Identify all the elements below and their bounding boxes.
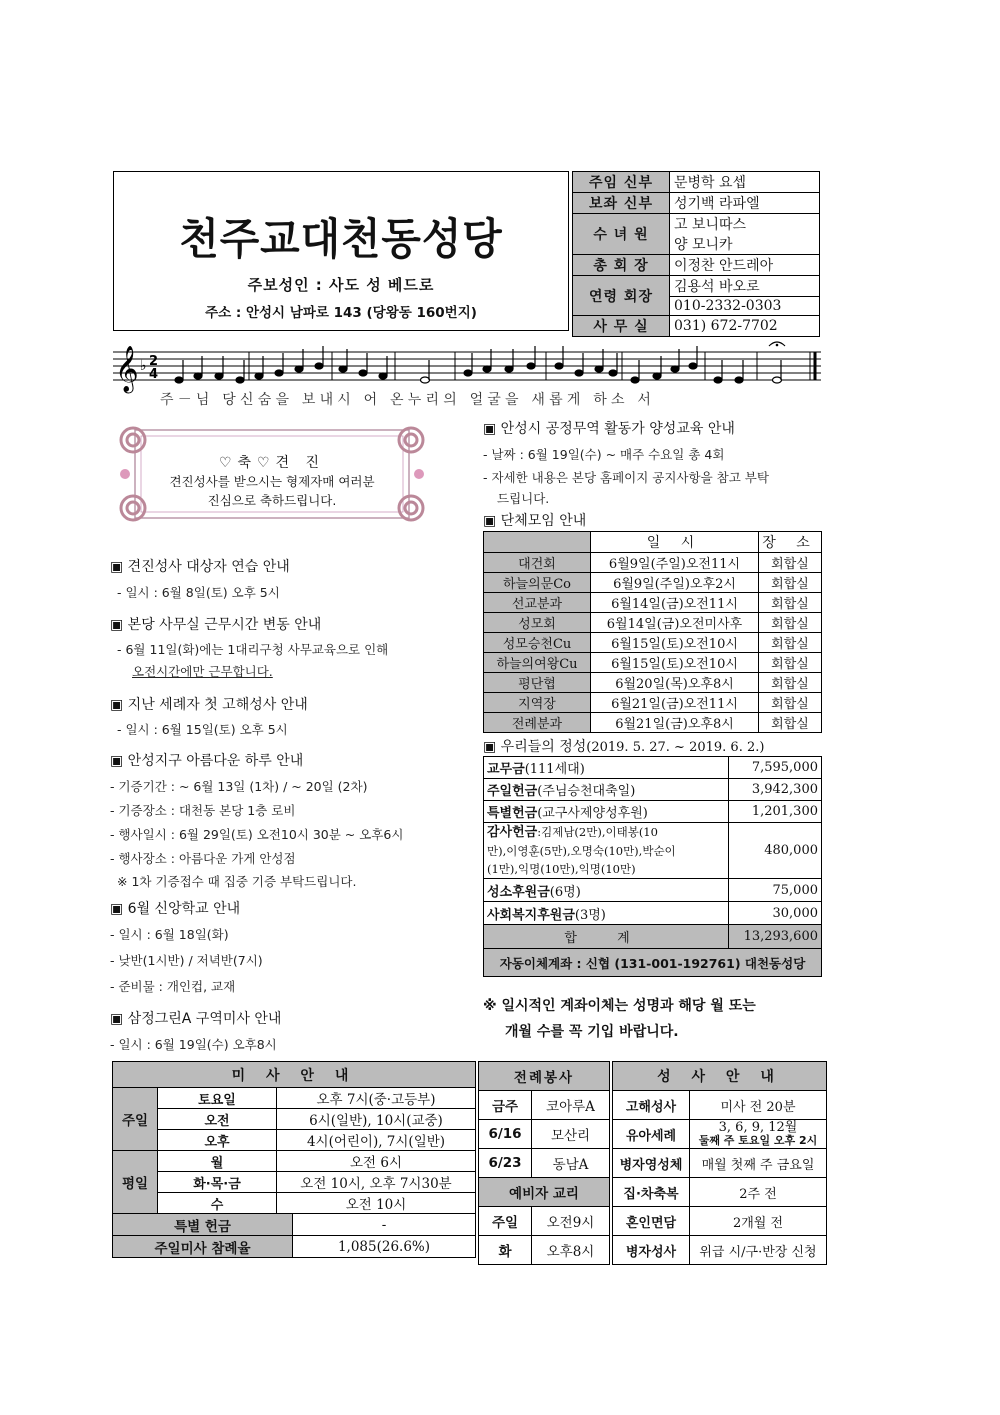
group-time: 6월9일(주일)오전11시 — [591, 553, 759, 573]
groups-title: ▣ 단체모임 안내 — [483, 513, 587, 529]
table-row — [484, 553, 822, 573]
congrats-line: 진심으로 축하드립니다. — [207, 493, 337, 508]
offering-detail: (6명) — [549, 884, 581, 900]
congrats-title: ♡축♡견 진 — [218, 455, 326, 471]
groups-header-blank — [484, 532, 591, 553]
sacrament-name: 유아세례 — [613, 1120, 690, 1149]
sacrament-name: 병자영성체 — [613, 1149, 690, 1178]
liturgy-title: 전례봉사 — [479, 1062, 610, 1091]
offering-label: 감사헌금 — [487, 825, 538, 840]
attendance-value: 1,085(26.6%) — [293, 1236, 476, 1258]
offering-title-text: ▣ 우리들의 정성 — [483, 739, 587, 755]
table-row — [484, 879, 822, 902]
notice-title: ▣ 견진성사 대상자 연습 안내 — [110, 559, 290, 575]
table-row — [484, 779, 822, 801]
staff-value: 양 모니카 — [670, 234, 820, 255]
catechumen-time: 오전9시 — [532, 1207, 610, 1236]
notice-title: ▣ 6월 신앙학교 안내 — [110, 901, 241, 917]
sacrament-detail: 2주 전 — [690, 1178, 827, 1207]
sacrament-name: 고해성사 — [613, 1091, 690, 1120]
offering-title — [483, 736, 764, 756]
offering-amount: 75,000 — [729, 879, 822, 902]
notice-title: ▣ 본당 사무실 근무시간 변동 안내 — [110, 617, 322, 633]
group-name: 하늘의여왕Cu — [484, 653, 591, 673]
staff-label: 총 회 장 — [573, 255, 670, 276]
group-name: 전례분과 — [484, 713, 591, 733]
notice-line: - 일시 : 6월 18일(화) — [110, 927, 229, 942]
staff-value: 문병학 요셉 — [670, 172, 820, 193]
mass-schedule-table — [112, 1061, 476, 1258]
notice-title: ▣ 지난 세례자 첫 고해성사 안내 — [110, 697, 308, 713]
offering-note: 개월 수를 꼭 기입 바랍니다. — [505, 1024, 679, 1040]
staff-row — [573, 255, 820, 276]
sacrament-name: 혼인면담 — [613, 1207, 690, 1236]
notice-line: - 낮반(1시반) / 저녁반(7시) — [110, 953, 263, 968]
congrats-message — [143, 472, 401, 510]
offering-detail: (교구사제양성후원) — [537, 806, 648, 821]
notice-title: ▣ 삼정그린A 구역미사 안내 — [110, 1011, 282, 1027]
sacrament-table — [612, 1061, 827, 1265]
staff-value: 김용석 바오로 — [670, 276, 820, 297]
offering-detail: (111세대) — [524, 762, 585, 777]
catechumen-time: 오후8시 — [532, 1236, 610, 1265]
attendance-label: 주일미사 참례율 — [113, 1236, 293, 1258]
offering-detail: (1만),익명(10만),익명(10만) — [487, 862, 636, 876]
svg-text:4: 4 — [149, 367, 159, 382]
group-place: 회합실 — [759, 693, 822, 713]
total-row — [484, 925, 822, 949]
total-label: 합 계 — [484, 925, 729, 949]
sacrament-name: 병자성사 — [613, 1236, 690, 1265]
liturgy-group: 모산리 — [532, 1120, 610, 1149]
mass-day: 토요일 — [158, 1088, 277, 1109]
offering-label: 주일헌금 — [487, 784, 538, 799]
group-place: 회합실 — [759, 633, 822, 653]
notice-line: ※ 1차 기증접수 때 집중 기증 부탁드립니다. — [117, 874, 357, 889]
liturgy-group: 동남A — [532, 1149, 610, 1178]
mass-time: 오전 10시 — [277, 1193, 476, 1214]
notice-title: ▣ 안성지구 아름다운 하루 안내 — [110, 753, 304, 769]
table-row — [484, 757, 822, 779]
offering-detail: (3명) — [574, 907, 606, 923]
notice-line: - 자세한 내용은 본당 홈페이지 공지사항을 참고 부탁 — [483, 470, 769, 485]
notice-line: 오전시간에만 근무합니다. — [132, 664, 273, 679]
sacrament-detail: 매월 첫째 주 금요일 — [690, 1149, 827, 1178]
sacrament-detail: 2개월 전 — [690, 1207, 827, 1236]
offering-label: 특별헌금 — [487, 806, 538, 821]
group-name: 대건회 — [484, 553, 591, 573]
table-row — [484, 653, 822, 673]
group-name: 선교분과 — [484, 593, 591, 613]
sacrament-detail: 미사 전 20분 — [690, 1091, 827, 1120]
offering-label: 사회복지후원금 — [487, 907, 575, 923]
sacrament-name: 집·차축복 — [613, 1178, 690, 1207]
staff-value: 031) 672-7702 — [670, 316, 820, 337]
offering-amount: 480,000 — [729, 823, 822, 879]
group-place: 회합실 — [759, 613, 822, 633]
notice-line: - 일시 : 6월 15일(토) 오후 5시 — [117, 722, 288, 737]
group-time: 6월15일(토)오전10시 — [591, 653, 759, 673]
group-name: 평단협 — [484, 673, 591, 693]
staff-label: 보좌 신부 — [573, 193, 670, 214]
group-place: 회합실 — [759, 653, 822, 673]
group-time: 6월21일(금)오후8시 — [591, 713, 759, 733]
offering-detail: :김제남(2만),이태봉(10 — [537, 825, 658, 839]
group-name: 하늘의문Co — [484, 573, 591, 593]
group-place: 회합실 — [759, 553, 822, 573]
group-place: 회합실 — [759, 673, 822, 693]
church-name: 천주교대천동성당 — [179, 215, 503, 265]
mass-day: 화·목·금 — [158, 1172, 277, 1193]
mass-day: 수 — [158, 1193, 277, 1214]
patron-saint: 주보성인 : 사도 성 베드로 — [247, 276, 435, 294]
sacrament-detail: 3, 6, 9, 12월 — [718, 1120, 798, 1135]
offering-amount: 7,595,000 — [729, 757, 822, 779]
notice-line: - 일시 : 6월 19일(수) 오후8시 — [110, 1037, 277, 1052]
table-row — [484, 593, 822, 613]
table-row — [484, 801, 822, 823]
group-time: 6월21일(금)오전11시 — [591, 693, 759, 713]
mass-time: 오전 10시, 오후 7시30분 — [277, 1172, 476, 1193]
notice-line: - 6월 11일(화)에는 1대리구청 사무교육으로 인해 — [117, 642, 389, 657]
total-amount: 13,293,600 — [729, 925, 822, 949]
notice-line: 드립니다. — [497, 491, 550, 506]
table-row — [484, 573, 822, 593]
group-time: 6월20일(목)오후8시 — [591, 673, 759, 693]
group-time: 6월9일(주일)오후2시 — [591, 573, 759, 593]
staff-label: 사 무 실 — [573, 316, 670, 337]
mass-time: 오전 6시 — [277, 1151, 476, 1172]
catechumen-day: 화 — [479, 1236, 532, 1265]
special-offering-label: 특별 헌금 — [113, 1214, 293, 1236]
liturgy-week: 6/16 — [479, 1120, 532, 1149]
group-place: 회합실 — [759, 713, 822, 733]
sunday-label: 주일 — [113, 1088, 158, 1151]
staff-row — [573, 214, 820, 235]
table-row — [484, 693, 822, 713]
staff-value: 010-2332-0303 — [670, 297, 820, 316]
liturgy-group: 코아루A — [532, 1091, 610, 1120]
mass-day: 오전 — [158, 1109, 277, 1130]
group-time: 6월14일(금)오전미사후 — [591, 613, 759, 633]
group-place: 회합실 — [759, 593, 822, 613]
staff-label: 연령 회장 — [573, 276, 670, 316]
offering-amount: 30,000 — [729, 902, 822, 925]
table-row — [484, 673, 822, 693]
treble-clef-icon: 𝄞 — [115, 346, 139, 392]
offering-detail: (주님승천대축일) — [537, 784, 636, 799]
staff-row — [573, 316, 820, 337]
congrats-line: 견진성사를 받으시는 형제자매 여러분 — [169, 474, 375, 489]
sacrament-detail: 위급 시/구·반장 신청 — [690, 1236, 827, 1265]
weekday-label: 평일 — [113, 1151, 158, 1214]
group-time: 6월14일(금)오전11시 — [591, 593, 759, 613]
offering-label: 성소후원금 — [487, 884, 550, 900]
notice-line: - 준비물 : 개인컵, 교재 — [110, 979, 236, 994]
offering-note: ※ 일시적인 계좌이체는 성명과 해당 월 또는 — [483, 998, 756, 1014]
group-name: 성모회 — [484, 613, 591, 633]
staff-value: 이정찬 안드레아 — [670, 255, 820, 276]
group-name: 성모승천Cu — [484, 633, 591, 653]
staff-table — [572, 171, 820, 337]
table-row — [484, 633, 822, 653]
header-box — [113, 171, 569, 331]
offering-label: 교무금 — [487, 762, 525, 777]
special-offering-value: - — [293, 1214, 476, 1236]
notice-line: - 행사일시 : 6월 29일(토) 오전10시 30분 ~ 오후6시 — [110, 827, 404, 842]
notice-line: - 기증장소 : 대천동 본당 1층 로비 — [110, 803, 296, 818]
catechumen-title: 예비자 교리 — [479, 1178, 610, 1207]
offering-period: (2019. 5. 27. ~ 2019. 6. 2.) — [586, 740, 765, 755]
table-row — [484, 613, 822, 633]
group-time: 6월15일(토)오전10시 — [591, 633, 759, 653]
group-place: 회합실 — [759, 573, 822, 593]
mass-time: 6시(일반), 10시(교중) — [277, 1109, 476, 1130]
mass-time: 오후 7시(중·고등부) — [277, 1088, 476, 1109]
svg-text:2: 2 — [149, 354, 159, 369]
groups-header-row — [484, 532, 822, 553]
account-row — [484, 949, 822, 977]
table-row — [484, 713, 822, 733]
bank-account: 자동이체계좌 : 신협 (131-001-192761) 대천동성당 — [484, 949, 822, 977]
liturgy-week: 6/23 — [479, 1149, 532, 1178]
svg-text:♭: ♭ — [140, 358, 147, 374]
church-address: 주소 : 안성시 남파로 143 (당왕동 160번지) — [205, 305, 477, 321]
sacrament-detail: 둘째 주 토요일 오후 2시 — [698, 1134, 818, 1147]
staff-value: 고 보니따스 — [670, 214, 820, 235]
notice-line: - 일시 : 6월 8일(토) 오후 5시 — [117, 585, 280, 600]
notice-title: ▣ 안성시 공정무역 활동가 양성교육 안내 — [483, 421, 735, 437]
staff-value: 성기백 라파엘 — [670, 193, 820, 214]
liturgy-table — [478, 1061, 610, 1265]
mass-time: 4시(어린이), 7시(일반) — [277, 1130, 476, 1151]
sacrament-title: 성 사 안 내 — [613, 1062, 827, 1091]
catechumen-day: 주일 — [479, 1207, 532, 1236]
staff-label: 주임 신부 — [573, 172, 670, 193]
notice-line: - 날짜 : 6월 19일(수) ~ 매주 수요일 총 4회 — [483, 447, 725, 462]
table-row — [484, 823, 822, 879]
notice-line: - 행사장소 : 아름다운 가게 안성점 — [110, 851, 296, 866]
staff-row — [573, 193, 820, 214]
offering-detail: 만),이영훈(5만),오명숙(10만),박순이 — [487, 844, 676, 858]
groups-header-date: 일 시 — [591, 532, 759, 553]
staff-row — [573, 276, 820, 297]
offering-amount: 1,201,300 — [729, 801, 822, 823]
offering-amount: 3,942,300 — [729, 779, 822, 801]
notice-line: - 기증기간 : ~ 6월 13일 (1차) / ~ 20일 (2차) — [110, 779, 368, 794]
mass-day: 오후 — [158, 1130, 277, 1151]
groups-table — [483, 531, 822, 733]
mass-title: 미 사 안 내 — [113, 1062, 476, 1088]
offering-table — [483, 756, 822, 977]
mass-day: 월 — [158, 1151, 277, 1172]
table-row — [484, 902, 822, 925]
staff-label: 수 녀 원 — [573, 214, 670, 255]
liturgy-week: 금주 — [479, 1091, 532, 1120]
staff-row — [573, 172, 820, 193]
groups-header-place: 장 소 — [759, 532, 822, 553]
group-name: 지역장 — [484, 693, 591, 713]
hymn-lyrics: 주－님 당신숨을 보내시 어 온누리의 얼굴을 새롭게 하소 서 — [160, 392, 656, 408]
